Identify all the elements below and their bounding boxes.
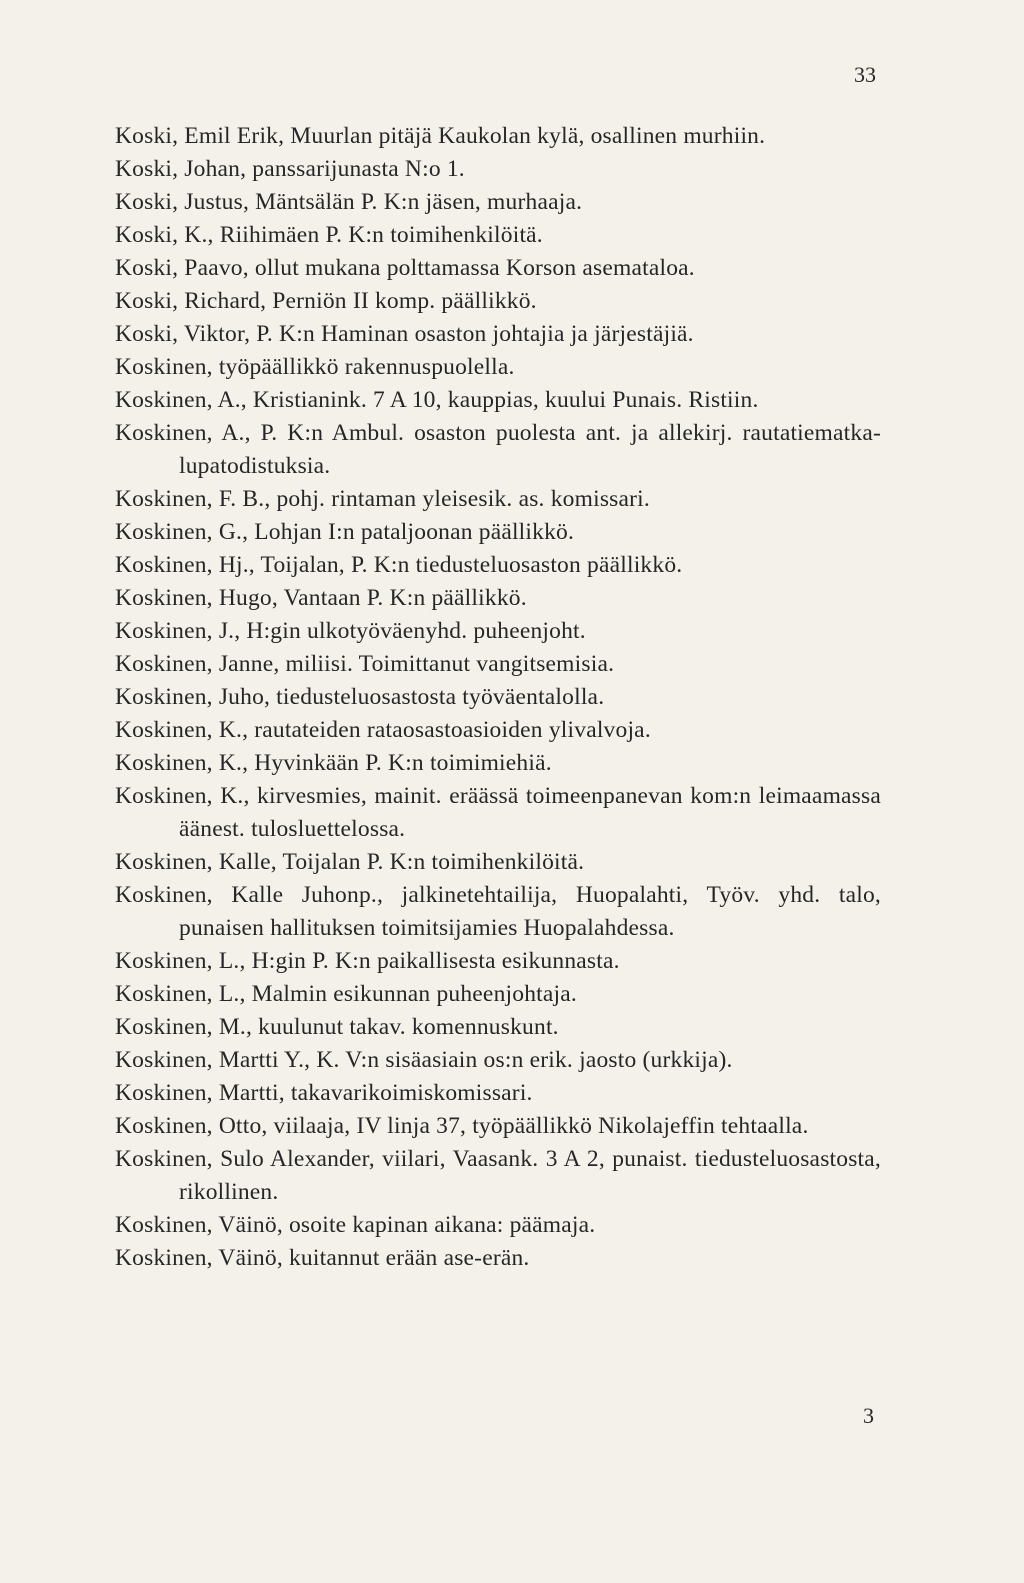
list-item: Koskinen, M., kuulunut takav. komennuskunt.: [115, 1014, 559, 1040]
list-item: Koskinen, K., kirvesmies, mainit. eräässä toimeenpanevan kom:n leimaamassa äänest. tulosluettelossa.: [115, 783, 881, 842]
list-item: Koski, Justus, Mäntsälän P. K:n jäsen, murhaaja.: [115, 189, 583, 215]
list-item: Koski, Richard, Perniön II komp. päällikkö.: [115, 288, 537, 314]
list-item: Koski, K., Riihimäen P. K:n toimihenkilöitä.: [115, 222, 543, 248]
list-item: Koski, Paavo, ollut mukana polttamassa Korson asemataloa.: [115, 255, 695, 281]
list-item: Koski, Johan, panssarijunasta N:o 1.: [115, 156, 465, 182]
list-item: Koski, Emil Erik, Muurlan pitäjä Kaukolan kylä, osallinen murhiin.: [115, 123, 766, 149]
entry-list: [115, 120, 881, 1275]
list-item: Koski, Viktor, P. K:n Haminan osaston johtajia ja järjestäjiä.: [115, 321, 694, 347]
signature-mark: 3: [863, 1403, 874, 1428]
list-item: Koskinen, Sulo Alexander, viilari, Vaasank. 3 A 2, punaist. tiedusteluosastosta, rikollinen.: [115, 1146, 881, 1205]
list-item: Koskinen, Kalle, Toijalan P. K:n toimihenkilöitä.: [115, 849, 585, 875]
list-item: Koskinen, työpäällikkö rakennuspuolella.: [115, 354, 515, 380]
page-number: 33: [854, 62, 876, 87]
list-item: Koskinen, Hj., Toijalan, P. K:n tiedusteluosaston päällikkö.: [115, 552, 683, 578]
list-item: Koskinen, Martti, takavarikoimiskomissari.: [115, 1080, 533, 1106]
list-item: Koskinen, Hugo, Vantaan P. K:n päällikkö.: [115, 585, 527, 611]
list-item: Koskinen, F. B., pohj. rintaman yleisesik. as. komissari.: [115, 486, 650, 512]
list-item: Koskinen, A., Kristianink. 7 A 10, kauppias, kuului Punais. Ristiin.: [115, 387, 759, 413]
list-item: Koskinen, L., H:gin P. K:n paikallisesta esikunnasta.: [115, 948, 620, 974]
list-item: Koskinen, Väinö, kuitannut erään ase-erän.: [115, 1245, 530, 1271]
list-item: Koskinen, K., Hyvinkään P. K:n toimimiehiä.: [115, 750, 552, 776]
list-item: Koskinen, Otto, viilaaja, IV linja 37, työpäällikkö Nikolajeffin tehtaalla.: [115, 1113, 809, 1139]
list-item: Koskinen, Martti Y., K. V:n sisäasiain os:n erik. jaosto (urkkija).: [115, 1047, 733, 1073]
list-item: Koskinen, A., P. K:n Ambul. osaston puolesta ant. ja allekirj. rautatiematka-lupatodistuksia.: [115, 420, 881, 479]
list-item: Koskinen, K., rautateiden rataosastoasioiden ylivalvoja.: [115, 717, 651, 743]
list-item: Koskinen, Janne, miliisi. Toimittanut vangitsemisia.: [115, 651, 615, 677]
list-item: Koskinen, Juho, tiedusteluosastosta työväentalolla.: [115, 684, 605, 710]
list-item: Koskinen, Kalle Juhonp., jalkinetehtailija, Huopalahti, Työv. yhd. talo, punaisen hallituksen toimitsijamies Huopalahdessa.: [115, 882, 881, 941]
list-item: Koskinen, G., Lohjan I:n pataljoonan päällikkö.: [115, 519, 575, 545]
list-item: Koskinen, J., H:gin ulkotyöväenyhd. puheenjoht.: [115, 618, 586, 644]
list-item: Koskinen, L., Malmin esikunnan puheenjohtaja.: [115, 981, 577, 1007]
list-item: Koskinen, Väinö, osoite kapinan aikana: päämaja.: [115, 1212, 596, 1238]
